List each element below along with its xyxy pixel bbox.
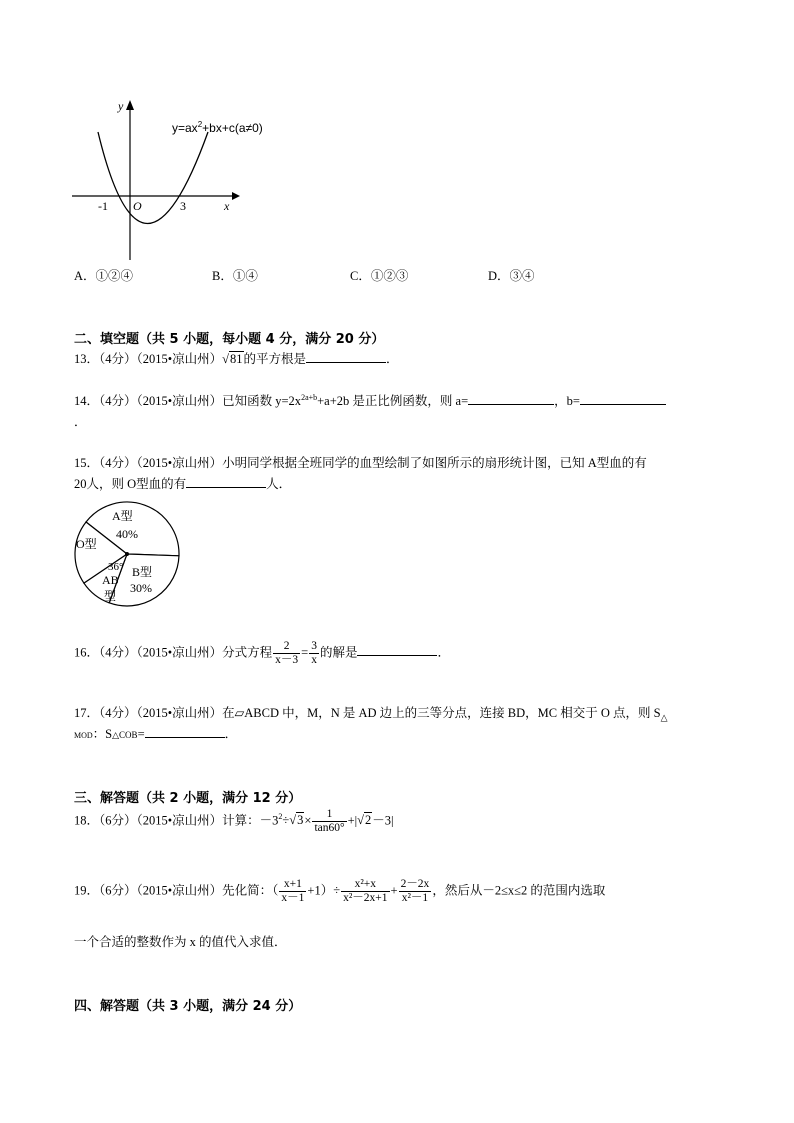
answer-blank-13[interactable] [306, 350, 386, 363]
question-14-end: ． [74, 415, 87, 429]
question-17-line2: MOD：S△COB= ． [74, 727, 238, 741]
y-axis-label: y [118, 99, 124, 113]
question-15-line2: 20人，则 O型血的有 人． [74, 477, 292, 491]
pie-center-dot [125, 552, 129, 556]
parabola-graph [60, 92, 290, 264]
question-16: 16．（4分）（2015•凉山州）分式方程 $\frac{2}{x-3}$ = $\frac{3}{x}$ 的解是 ． [74, 640, 450, 666]
question-17-line1: 17．（4分）（2015•凉山州）在▱ABCD 中，M，N 是 AD 边上的三等分点，连接 BD，MC 相交于 O 点，则 $S_\triangle$ [74, 706, 668, 723]
fraction-x2x-over-quadratic: $\frac{\text{x²+x}}{\text{x²－2x+1}}$ [343, 878, 388, 904]
option-b: B．①④ [212, 269, 258, 283]
section-2-title: 二、填空题（共 5 小题，每小题 4 分，满分 20 分） [74, 332, 385, 347]
answer-blank-15[interactable] [186, 475, 266, 488]
sqrt-2: √2 [357, 813, 372, 828]
fraction-1-over-tan60: $\frac{1}{\tan 60^\circ}$ [314, 808, 345, 834]
answer-blank-14a[interactable] [468, 392, 554, 405]
tick-label-three: 3 [180, 199, 186, 213]
pie-label-ab-1: AB [102, 573, 119, 587]
pie-pct-b: 30% [130, 581, 152, 595]
question-18: 18．（6分）（2015•凉山州）计算：$-3^2\div√3\times$ $\frac{1}{\tan 60^\circ}$ +|√2－3| [74, 808, 394, 834]
answer-blank-16[interactable] [357, 643, 437, 656]
x-axis-label: x [224, 199, 230, 213]
pie-label-b: B型 [132, 565, 153, 579]
answer-blank-17[interactable] [145, 725, 225, 738]
section-3-title: 三、解答题（共 2 小题，满分 12 分） [74, 791, 302, 806]
y-axis-arrow [126, 100, 134, 110]
question-13: 13．（4分）（2015•凉山州）√81的平方根是 ． [74, 352, 399, 366]
option-c: C．①②③ [350, 269, 409, 283]
section-4-title: 四、解答题（共 3 小题，满分 24 分） [74, 999, 302, 1014]
pie-label-ab-2: 型 [104, 589, 117, 603]
sqrt-81: √81 [222, 352, 243, 366]
pie-angle-label: 36° [108, 561, 124, 573]
question-14: 14．（4分）（2015•凉山州）已知函数 $y=2x^{2a+b}+a+2b$ 是正比例函数，则 a= ，b= [74, 391, 666, 409]
graph-equation: $y=ax^2+bx+c(a\ne 0)$ [172, 120, 263, 135]
fraction-x1-over-x-1: $\frac{x+1}{x-1}$ [281, 878, 305, 904]
question-19: 19．（6分）（2015•凉山州）先化简：（ $\frac{x+1}{x-1}$ +1）÷ $\frac{\text{x²+x}}{\text{x²－2x+1}}$ + $\frac{2-2x}{\text{x²－1}}$ ，然后从－2≤x≤2 的范围内选取 [74, 878, 606, 904]
blood-type-pie-chart [72, 500, 184, 610]
tick-label-neg-one: -1 [98, 199, 108, 213]
question-15-line1: 15．（4分）（2015•凉山州）小明同学根据全班同学的血型绘制了如图所示的扇形统计图，已知 A型血的有 [74, 456, 647, 470]
answer-blank-14b[interactable] [580, 392, 666, 405]
fraction-2-2x-over-x2-1: $\frac{2-2x}{\text{x²－1}}$ [400, 878, 430, 904]
fraction-3-over-x: $\frac{3}{x}$ [311, 640, 317, 666]
x-axis-arrow [232, 192, 240, 200]
pie-label-o: O型 [76, 537, 97, 551]
option-a: A．①②④ [74, 269, 134, 283]
pie-pct-a: 40% [116, 527, 138, 541]
pie-label-a: A型 [112, 509, 133, 523]
sqrt-3: √3 [289, 813, 304, 828]
parabola-curve [98, 132, 208, 224]
question-19-line2: 一个合适的整数作为 x 的值代入求值． [74, 935, 287, 949]
option-d: D．③④ [488, 269, 535, 283]
fraction-2-over-x-3: $\frac{2}{x-3}$ [275, 640, 299, 666]
origin-label: O [133, 199, 142, 213]
